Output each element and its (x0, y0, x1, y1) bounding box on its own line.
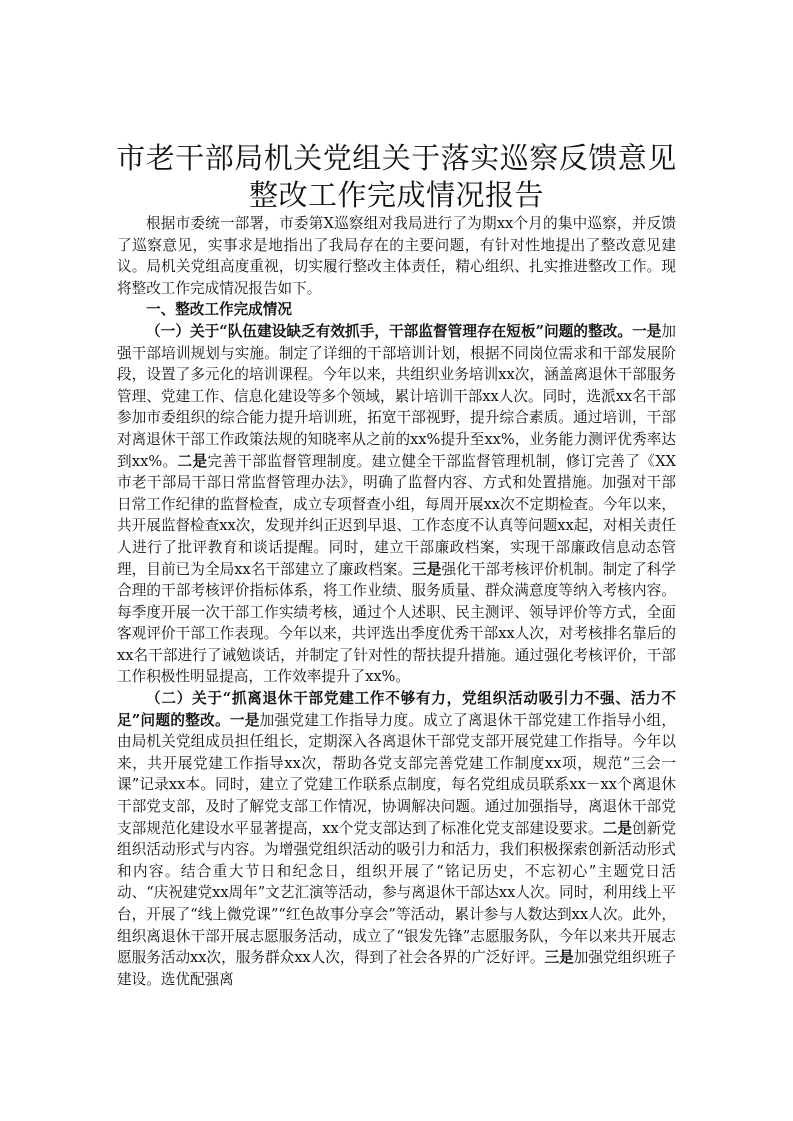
point-2-lead: 二是 (602, 819, 633, 837)
intro-paragraph: 根据市委统一部署，市委第X巡察组对我局进行了为期xx个月的集中巡察，并反馈了巡察意见，实事求是地指出了我局存在的主要问题，有针对性地提出了整改意见建议。局机关党组高度重视，切实履行整改主体责任，精心组织、扎实推进整改工作。现将整改工作完成情况报告如下。 (117, 215, 676, 297)
point-1-lead: 一是 (632, 322, 662, 340)
point-3-lead: 三是 (412, 560, 442, 578)
point-3-text: 强化干部考核评价机制。制定了科学合理的干部考核评价指标体系，将工作业绩、服务质量、群众满意度等纳入考核内容。每季度开展一次干部工作实绩考核，通过个人述职、民主测评、领导评价等方式，全面客观评价干部工作表现。今年以来，共评选出季度优秀干部xx人次，对考核排名靠后的xx名干部进行了诫勉谈话，并制定了针对性的帮扶提升措施。通过强化考核评价，干部工作积极性明显提高，工作效率提升了xx%。 (117, 560, 676, 686)
point-2-lead: 二是 (177, 452, 208, 470)
point-1-lead: 一是 (229, 711, 260, 729)
point-1-text: 加强党建工作指导力度。成立了离退休干部党建工作指导小组，由局机关党组成员担任组长，定期深入各离退休干部党支部开展党建工作指导。今年以来，共开展党建工作指导xx次，帮助各党支部完善党建工作制度xx项，规范“三会一课”记录xx本。同时，建立了党建工作联系点制度，每名党组成员联系xx－xx个离退休干部党支部，及时了解党支部工作情况，协调解决问题。通过加强指导，离退休干部党支部规范化建设水平显著提高，xx个党支部达到了标准化党支部建设要求。 (117, 711, 676, 837)
document-title: 市老干部局机关党组关于落实巡察反馈意见整改工作完成情况报告 (116, 141, 677, 212)
point-3-lead: 三是 (544, 949, 574, 967)
subsection-1-paragraph (117, 321, 676, 688)
subsection-1-heading: （一）关于“队伍建设缺乏有效抓手，干部监督管理存在短板”问题的整改。 (146, 322, 633, 340)
point-2-text: 完善干部监督管理制度。建立健全干部监督管理机制，修订完善了《XX市老干部局干部日常监督管理办法》，明确了监督内容、方式和处置措施。加强对干部日常工作纪律的监督检查，成立专项督查小组，每周开展xx次不定期检查。今年以来，共开展监督检查xx次，发现并纠正迟到早退、工作态度不认真等问题xx起，对相关责任人进行了批评教育和谈话提醒。同时，建立干部廉政档案，实现干部廉政信息动态管理，目前已为全局xx名干部建立了廉政档案。 (117, 452, 676, 578)
subsection-2-paragraph (117, 688, 676, 990)
point-3-text: 加强党组织班子建设。选优配强离 (117, 949, 676, 988)
subsection-2-heading: （二）关于“抓离退休干部党建工作不够有力，党组织活动吸引力不强、活力不足”问题的整改。 (117, 690, 676, 729)
point-1-text: 加强干部培训规划与实施。制定了详细的干部培训计划，根据不同岗位需求和干部发展阶段，设置了多元化的培训课程。今年以来，共组织业务培训xx次，涵盖离退休干部服务管理、党建工作、信息化建设等多个领域，累计培训干部xx人次。同时，选派xx名干部参加市委组织的综合能力提升培训班，拓宽干部视野，提升综合素质。通过培训，干部对离退休干部工作政策法规的知晓率从之前的xx%提升至xx%，业务能力测评优秀率达到xx%。 (117, 322, 676, 470)
document-body (117, 213, 676, 990)
section-heading-1: 一、整改工作完成情况 (146, 301, 292, 319)
point-2-text: 创新党组织活动形式与内容。为增强党组织活动的吸引力和活力，我们积极探索创新活动形式和内容。结合重大节日和纪念日，组织开展了“铭记历史，不忘初心”主题党日活动、“庆祝建党xx周年”文艺汇演等活动，参与离退休干部达xx人次。同时，利用线上平台，开展了“线上微党课”“红色故事分享会”等活动，累计参与人数达到xx人次。此外，组织离退休干部开展志愿服务活动，成立了“银发先锋”志愿服务队，今年以来共开展志愿服务活动xx次，服务群众xx人次，得到了社会各界的广泛好评。 (117, 819, 676, 967)
